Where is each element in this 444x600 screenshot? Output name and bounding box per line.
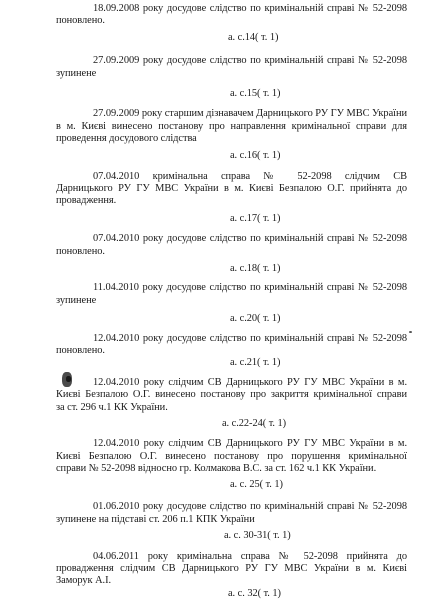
page-reference: а. с. 25( т. 1) — [230, 479, 283, 490]
page-reference: а. с.14( т. 1) — [228, 32, 279, 43]
paragraph-line: 11.04.2010 року досудове слідство по кримінальній справі № 52-2098 — [93, 282, 407, 293]
paragraph-line: 04.06.2011 року кримінальна справа № 52-2098 прийнята до — [93, 551, 407, 562]
page-reference: а. с.15( т. 1) — [230, 88, 281, 99]
ink-smudge — [66, 376, 71, 382]
paragraph-line: в м. Києві винесено постанову про направлення кримінальної справи для — [56, 121, 407, 132]
paragraph-line: поновлено. — [56, 345, 105, 356]
paragraph-line: провадження слідчим СВ Дарницького РУ ГУ МВС України в м. Києві — [56, 563, 407, 574]
paragraph-line: Дарницького РУ ГУ МВС України в м. Києві Безпалою О.Г. прийнята до — [56, 183, 407, 194]
page-reference: а. с. 32( т. 1) — [228, 588, 281, 599]
paragraph-line: поновлено. — [56, 246, 105, 257]
paragraph-line: 12.04.2010 року досудове слідство по кримінальній справі № 52-2098 — [93, 333, 407, 344]
page-reference: а. с. 30-31( т. 1) — [224, 530, 291, 541]
paragraph-line: справи № 52-2098 відносно гр. Колмакова В.С. за ст. 162 ч.1 КК України. — [56, 463, 377, 474]
paragraph-line: 27.09.2009 року досудове слідство по кримінальній справі № 52-2098 — [93, 55, 407, 66]
paragraph-line: Києві Безпалою О.Г. винесено постанову про закриття кримінальної справи — [56, 389, 407, 400]
scan-speck — [409, 331, 412, 333]
paragraph-line: 12.04.2010 року слідчим СВ Дарницького РУ ГУ МВС України в м. — [93, 377, 407, 388]
paragraph-line: поновлено. — [56, 15, 105, 26]
paragraph-line: Києві Безпалою О.Г. винесено постанову про порушення кримінальної — [56, 451, 407, 462]
paragraph-line: 07.04.2010 кримінальна справа № 52-2098 слідчим СВ — [93, 171, 407, 182]
page-reference: а. с.21( т. 1) — [230, 357, 281, 368]
paragraph-line: зупинене на підставі ст. 206 п.1 КПК України — [56, 514, 255, 525]
paragraph-line: проведення досудового слідства — [56, 133, 197, 144]
paragraph-line: 01.06.2010 року досудове слідство по кримінальній справі № 52-2098 — [93, 501, 407, 512]
paragraph-line: 07.04.2010 року досудове слідство по кримінальній справі № 52-2098 — [93, 233, 407, 244]
paragraph-line: зупинене — [56, 68, 97, 79]
paragraph-line: 27.09.2009 року старшим дізнавачем Дарницького РУ ГУ МВС України — [93, 108, 407, 119]
paragraph-line: 12.04.2010 року слідчим СВ Дарницького РУ ГУ МВС України в м. — [93, 438, 407, 449]
paragraph-line: Заморук А.І. — [56, 575, 112, 586]
page-reference: а. с.18( т. 1) — [230, 263, 281, 274]
paragraph-line: за ст. 296 ч.1 КК України. — [56, 402, 168, 413]
page-reference: а. с.22-24( т. 1) — [222, 418, 287, 429]
paragraph-line: 18.09.2008 року досудове слідство по кримінальній справі № 52-2098 — [93, 3, 407, 14]
paragraph-line: провадження. — [56, 195, 117, 206]
page-reference: а. с.16( т. 1) — [230, 150, 281, 161]
page-reference: а. с.20( т. 1) — [230, 313, 281, 324]
paragraph-line: зупинене — [56, 295, 97, 306]
page-reference: а. с.17( т. 1) — [230, 213, 281, 224]
